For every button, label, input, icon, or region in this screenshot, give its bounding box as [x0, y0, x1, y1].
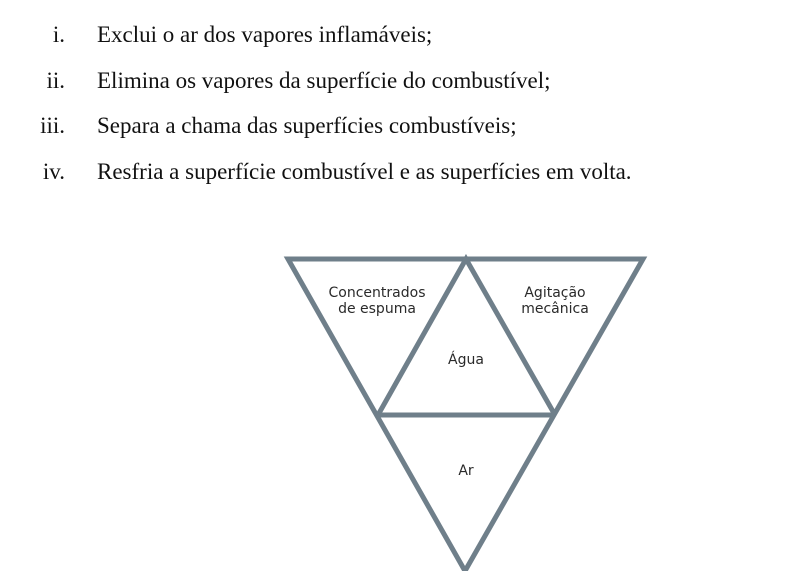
list-numeral: iii.: [40, 113, 65, 138]
label-agitacao-mecanica-line2: mecânica: [521, 301, 589, 317]
list-item: [0, 58, 808, 104]
list-numeral: i.: [52, 22, 65, 47]
list-numeral: ii.: [46, 67, 65, 93]
label-agua: Água: [448, 352, 484, 368]
list-item: [0, 12, 808, 58]
outer-triangle: [288, 259, 643, 571]
list-item-text: Exclui o ar dos vapores inflamáveis;: [97, 22, 433, 47]
label-agitacao-mecanica-line1: Agitação: [524, 285, 586, 301]
inner-triangle-left-edge: [378, 259, 555, 415]
list-item-text: Elimina os vapores da superfície do combustível;: [97, 67, 551, 93]
list-numeral: iv.: [42, 158, 65, 184]
list-item-text: Separa a chama das superfícies combustíveis;: [97, 113, 517, 138]
label-ar: Ar: [458, 463, 474, 479]
numbered-list: [0, 12, 808, 194]
list-item: [0, 103, 808, 149]
label-concentrados-de-espuma-line1: Concentrados: [328, 285, 426, 301]
label-concentrados-de-espuma-line2: de espuma: [338, 301, 416, 317]
list-item-text: Resfria a superfície combustível e as superfícies em volta.: [97, 158, 632, 184]
list-item: [0, 149, 808, 195]
